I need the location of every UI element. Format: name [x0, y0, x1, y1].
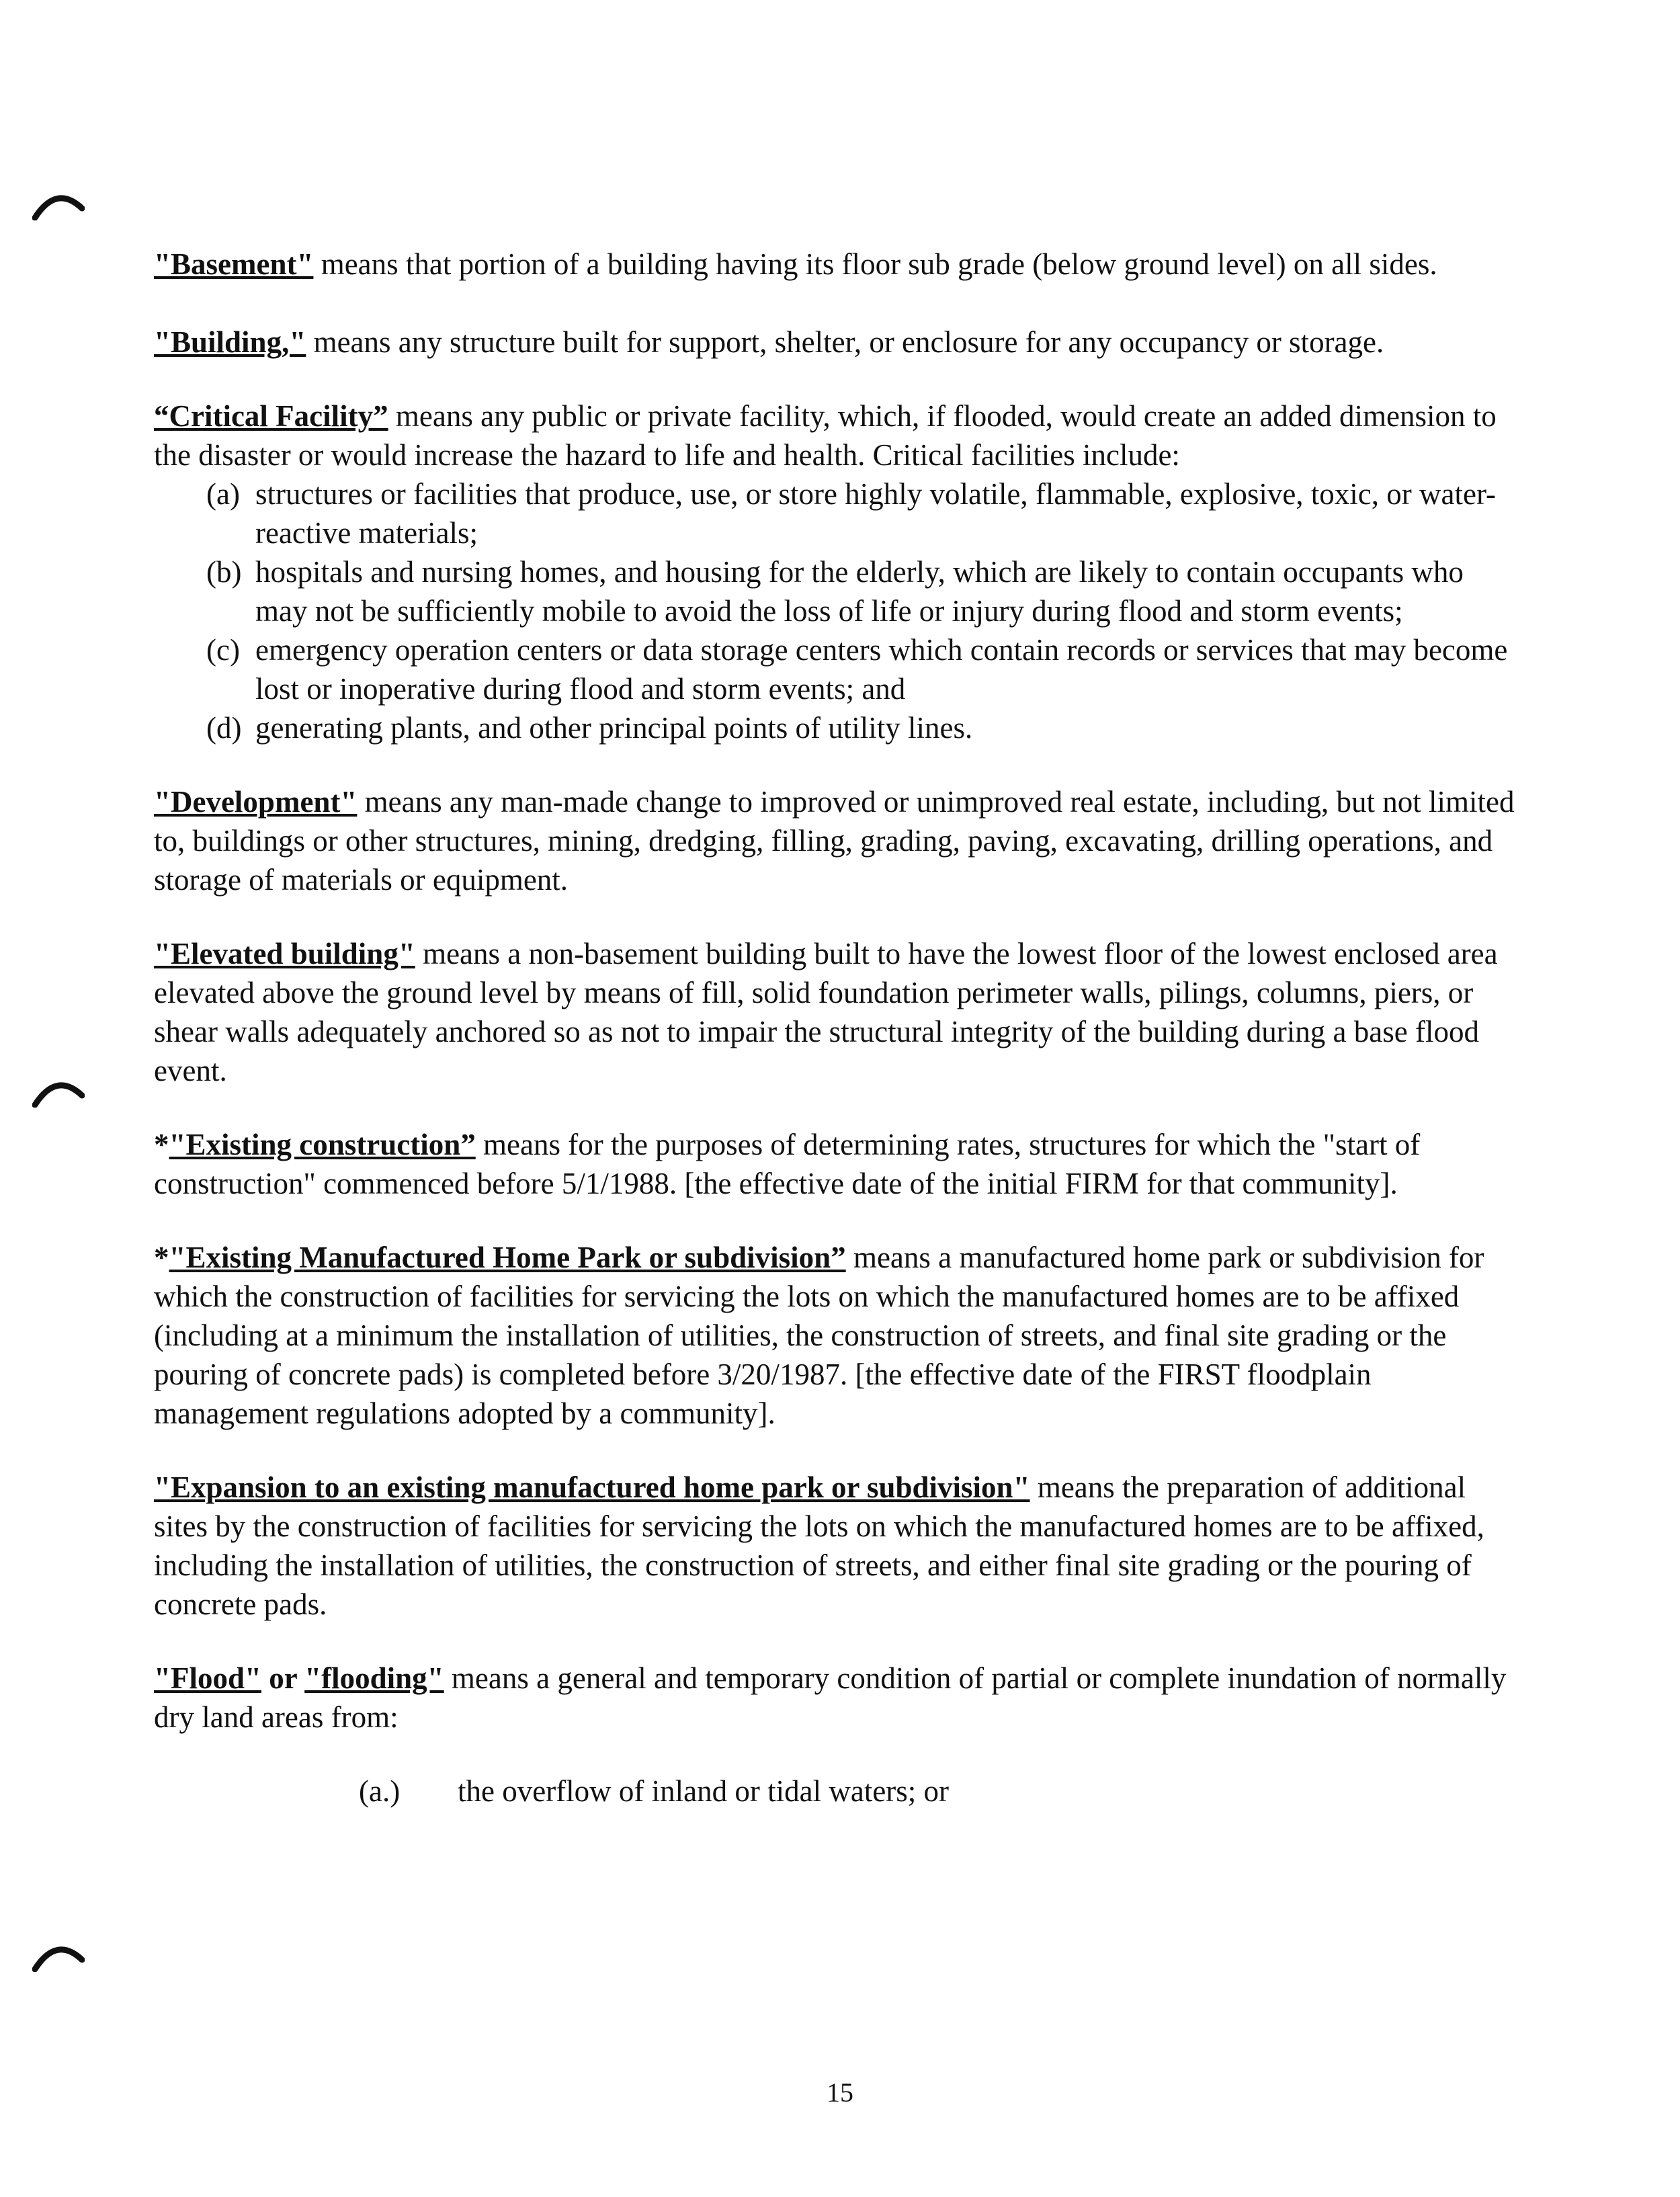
flood-list-item: [154, 1772, 1518, 1811]
list-item: [154, 474, 1518, 552]
asterisk-marker: *: [154, 1241, 169, 1274]
list-item-text: emergency operation centers or data storage centers which contain records or services that may become lost or inoperative during flood and storm events; and: [255, 633, 1508, 706]
definition-development: [154, 782, 1518, 899]
term-existing-construction: "Existing construction”: [169, 1128, 476, 1161]
definition-elevated-building: [154, 934, 1518, 1090]
definition-text: means a manufactured home park or subdivision for which the construction of facilities for servicing the lots on which the manufactured homes are to be affixed (including at a minimum the installation of utilities, the construction of streets, and final site grading or the pouring of concrete pads) is completed before 3/20/1987. [the effective date of the FIRST floodplain management regulations adopted by a community].: [154, 1241, 1484, 1430]
definition-flood: [154, 1659, 1518, 1737]
definition-text: means any public or private facility, which, if flooded, would create an added dimension to the disaster or would increase the hazard to life and health. Critical facilities include:: [154, 399, 1497, 472]
definition-basement: [154, 245, 1518, 284]
list-marker: (b): [206, 555, 242, 589]
definition-expansion: [154, 1468, 1518, 1624]
term-basement: "Basement": [154, 247, 314, 281]
term-building: "Building,": [154, 325, 306, 359]
page-number: 15: [827, 2077, 853, 2108]
punch-hole-mark-icon: [32, 188, 85, 220]
definition-text: means for the purposes of determining rates, structures for which the "start of construction" commenced before 5/1/1988. [the effective date of the initial FIRM for that community].: [154, 1128, 1421, 1200]
list-item-text: generating plants, and other principal points of utility lines.: [255, 711, 973, 745]
list-item: [154, 552, 1518, 630]
definitions-body: [154, 245, 1518, 1811]
term-elevated-building: "Elevated building": [154, 937, 415, 970]
asterisk-marker: *: [154, 1128, 169, 1161]
definition-text: means that portion of a building having its floor sub grade (below ground level) on all sides.: [313, 247, 1437, 281]
critical-facilities-list: [154, 474, 1518, 747]
term-flood: "Flood": [154, 1661, 261, 1695]
punch-hole-mark-icon: [32, 1075, 85, 1108]
term-existing-manufactured-home-park: "Existing Manufactured Home Park or subdivision”: [169, 1241, 846, 1274]
definition-existing-construction: [154, 1125, 1518, 1203]
definition-text: means a general and temporary condition of partial or complete inundation of normally dry land areas from:: [154, 1661, 1507, 1734]
punch-hole-mark-icon: [32, 1940, 85, 1972]
definition-text: means the preparation of additional sites by the construction of facilities for servicing the lots on which the manufactured homes are to be affixed, including the installation of utilities, the construction of streets, and either final site grading or the pouring of concrete pads.: [154, 1470, 1484, 1621]
list-marker: (c): [206, 633, 240, 667]
list-marker: (a): [206, 477, 240, 511]
term-connector: or: [261, 1661, 305, 1695]
list-marker: (a.): [359, 1774, 401, 1808]
definition-critical-facility: [154, 397, 1518, 474]
definition-building: [154, 323, 1518, 362]
list-item-text: the overflow of inland or tidal waters; or: [458, 1774, 950, 1808]
list-item-text: hospitals and nursing homes, and housing for the elderly, which are likely to contain occupants who may not be sufficiently mobile to avoid the loss of life or injury during flood and storm events;: [255, 555, 1464, 628]
list-item-text: structures or facilities that produce, use, or store highly volatile, flammable, explosive, toxic, or water-reactive materials;: [255, 477, 1497, 550]
definition-text: means a non-basement building built to have the lowest floor of the lowest enclosed area elevated above the ground level by means of fill, solid foundation perimeter walls, pilings, columns, piers, or shear walls adequately anchored so as not to impair the structural integrity of the building during a base flood event.: [154, 937, 1498, 1087]
list-marker: (d): [206, 711, 242, 745]
term-flooding: "flooding": [304, 1661, 444, 1695]
list-item: [154, 708, 1518, 747]
term-critical-facility: “Critical Facility”: [154, 399, 388, 433]
definition-text: means any structure built for support, shelter, or enclosure for any occupancy or storage.: [306, 325, 1384, 359]
list-item: [154, 630, 1518, 708]
term-expansion: "Expansion to an existing manufactured home park or subdivision": [154, 1470, 1030, 1504]
term-development: "Development": [154, 785, 358, 819]
definition-existing-manufactured-home-park: [154, 1238, 1518, 1433]
definition-text: means any man-made change to improved or unimproved real estate, including, but not limited to, buildings or other structures, mining, dredging, filling, grading, paving, excavating, drilling operations, and storage of materials or equipment.: [154, 785, 1515, 897]
